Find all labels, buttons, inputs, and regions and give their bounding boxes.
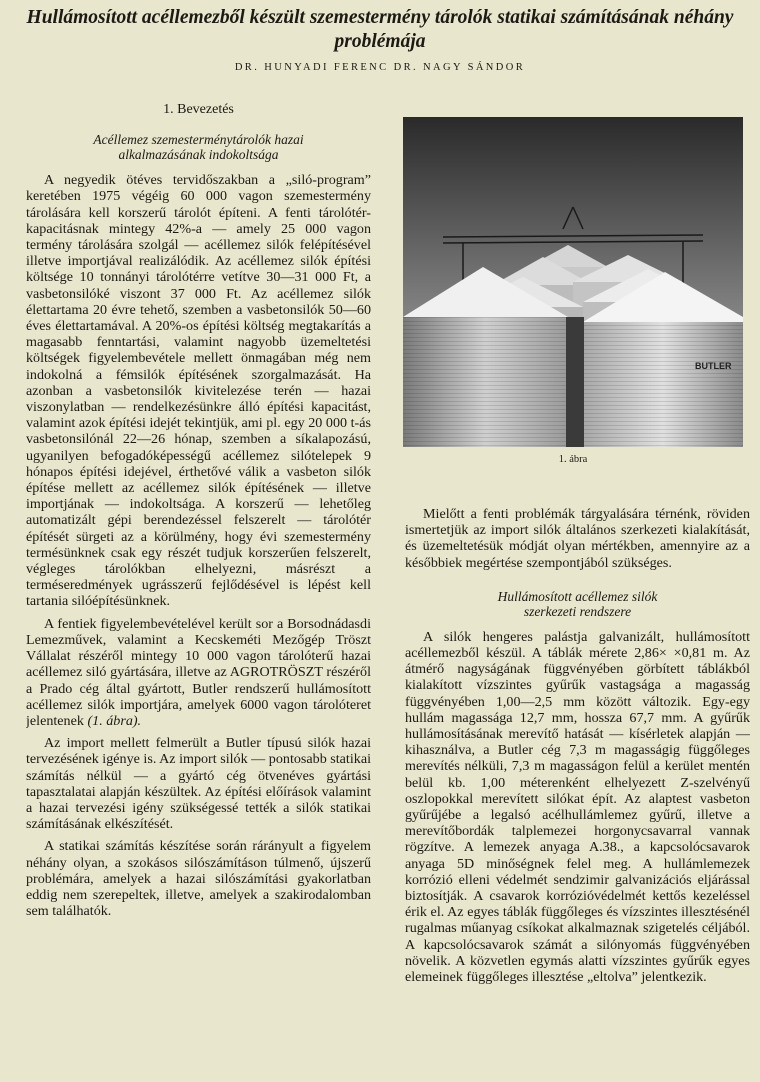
paragraph	[26, 616, 371, 729]
paragraph: A silók hengeres palástja galvanizált, hullámosított acéllemezből készül. A táblák mérete 2,86× ×0,81 m. Az átmérő nagyságának függvényében görbített táblákból kialakított vízszintes gyűrűk vastagsága a magasság függvényében 1,00—2,5 mm között változik. Egy-egy hullám magassága 12,7 mm, hossza 67,7 mm. A gyűrűk hullámosításának merevítő hatását — kísérletek alapján — kihasználva, a Butler cég 7,3 m magasságig függőleges merevítés nélküli, 7,3 m magasságon felül a kerület mentén belül kb. 1,00 méterenként elhelyezett Z-szelvényű oszlopokkal merevített silókat épít. Az alaptest vasbeton gyűrűjébe a legalsó acélhullámlemez gyűrű, illetve a merevítőbordák talplemezei horgonycsavarral vannak rögzítve. A lemezek anyaga A.38., a kapcsolócsavarok anyaga 5D minőségnek felel meg. A hullámlemezek korrózió elleni védelmét sendzimir galvanizációs eljárással biztosítják. A csavarok korrózióvédelmét kettős kezeléssel érik el. Az egyes táblák függőleges és vízszintes illesztésénél rugalmas műanyag csíkokat alkalmaznak szigetelés céljából. A kapcsolócsavarok számát a silónyomás függvényében növelik. A közvetlen egymás alatti vízszintes gyűrűk egyes elemeinek függőleges illesztése „eltolva” jelentkezik.	[405, 628, 750, 986]
subheading-line: Hullámosított acéllemez silók	[497, 588, 658, 604]
article-title: Hullámosított acéllemezből készült szemestermény tárolók statikai számításának néhány problémája	[26, 7, 734, 52]
figure-reference: (1. ábra).	[87, 712, 142, 729]
paragraph-text: A fentiek figyelembevételével került sor a Borsodnádasdi Lemezművek, valamint a Kecskeméti Mezőgép Tröszt Vállalat részéről mintegy 10 000 vagon tárolóterű hazai acéllemez siló gyártására, illetve az AGROTRÖSZT részéről a Prado cég által gyártott, Butler rendszerű hullámosított acéllemez silók importjára, amelyek 6000 vagon tárolóteret jelentenek	[26, 615, 371, 729]
section-heading: 1. Bevezetés	[163, 102, 234, 117]
figure-caption: 1. ábra	[558, 454, 588, 465]
silo-photo	[403, 117, 743, 447]
paragraph: A statikai számítás készítése során rárányult a figyelem néhány olyan, a szokásos silószámításon túlmenő, újszerű problémára, amelyek a hazai silószámítási gyakorlatban eddig nem szerepeltek, illetve, amelyek a szakirodalomban sem találhatók.	[26, 838, 371, 920]
paragraph: Mielőtt a fenti problémák tárgyalására térnénk, röviden ismertetjük az import silók általános szerkezeti kialakítását, és üzemeltetésük módját olyan mértékben, amennyire az a későbbiek megértése szempontjából szükséges.	[405, 506, 750, 571]
authors: DR. HUNYADI FERENC DR. NAGY SÁNDOR	[234, 62, 526, 73]
subheading-line: alkalmazásának indokoltsága	[118, 147, 279, 163]
section-subheading	[405, 589, 750, 619]
paragraph: A negyedik ötéves tervidőszakban a „siló-program” keretében 1975 végéig 60 000 vagon szemestermény tárolására kell korszerű tárolót építeni. A fenti tárolótér-kapacitásnak mintegy 42%-a — amely 25 000 vagon termény tárolására szolgál — acéllemez silók felépítésével illetve importjával realizálódik. Az acéllemez silók építési költsége 10 tonnányi tárolótérre vetítve 30—31 000 Ft, a vasbetonsilóké viszont 37 000 Ft. Az acéllemez silók élettartama 20 évre tehető, szemben a vasbetonsilók 50—60 éves élettartamával. A 20%-os építési költség megtakarítás a magasabb fenntartási, valamint nagyobb üzemeltetési költségek figyelembevétele mellett önmagában még nem indokolná a fémsilók építésének szorgalmazását. Ha azonban a vasbetonsilók kivitelezése terén — hazai viszonylatban — rendelkezésünkre álló építési kapacitást, valamint azok építési idejét tekintjük, ami pl. egy 20 000 t-ás vasbetonsilónál 22—26 hónap, szemben a síkalapozású, ugyanilyen befogadóképességű acéllemez silótelepek 9 hónapos építési idejével, érthetővé válik a vasbeton silók építése mellett az acéllemez silók építésének — illetve importjának — indokoltsága. A korszerű — lehetőleg automatizált gépi berendezéssel felszerelt — tárolótér építését sürgeti az a körülmény, hogy évi szemestermény termésünknek csak egy részét tudjuk korszerűen felszerelt, végleges tárolókban elhelyezni, másrészt a terméseredmények ugrásszerű fejlődésével is lépést kell tartania silóépítésünknek.	[26, 172, 371, 610]
paragraph: Az import mellett felmerült a Butler típusú silók hazai tervezésének igénye is. Az import silók — pontosabb statikai számítás nélkül — a gyártó cég ötvenéves gyártási tapasztalatai alapján készültek. Az építési előírások valamint a hazai tervezési igény szükségessé tették a silók statikai számításának elkészítését.	[26, 735, 371, 833]
right-column	[405, 506, 750, 1076]
section-subheading	[26, 132, 371, 162]
subheading-line: szerkezeti rendszere	[523, 603, 632, 619]
left-column	[26, 92, 371, 1072]
subheading-line: Acéllemez szemesterménytárolók hazai	[93, 132, 304, 148]
silo-brand-label: BUTLER	[695, 361, 732, 371]
